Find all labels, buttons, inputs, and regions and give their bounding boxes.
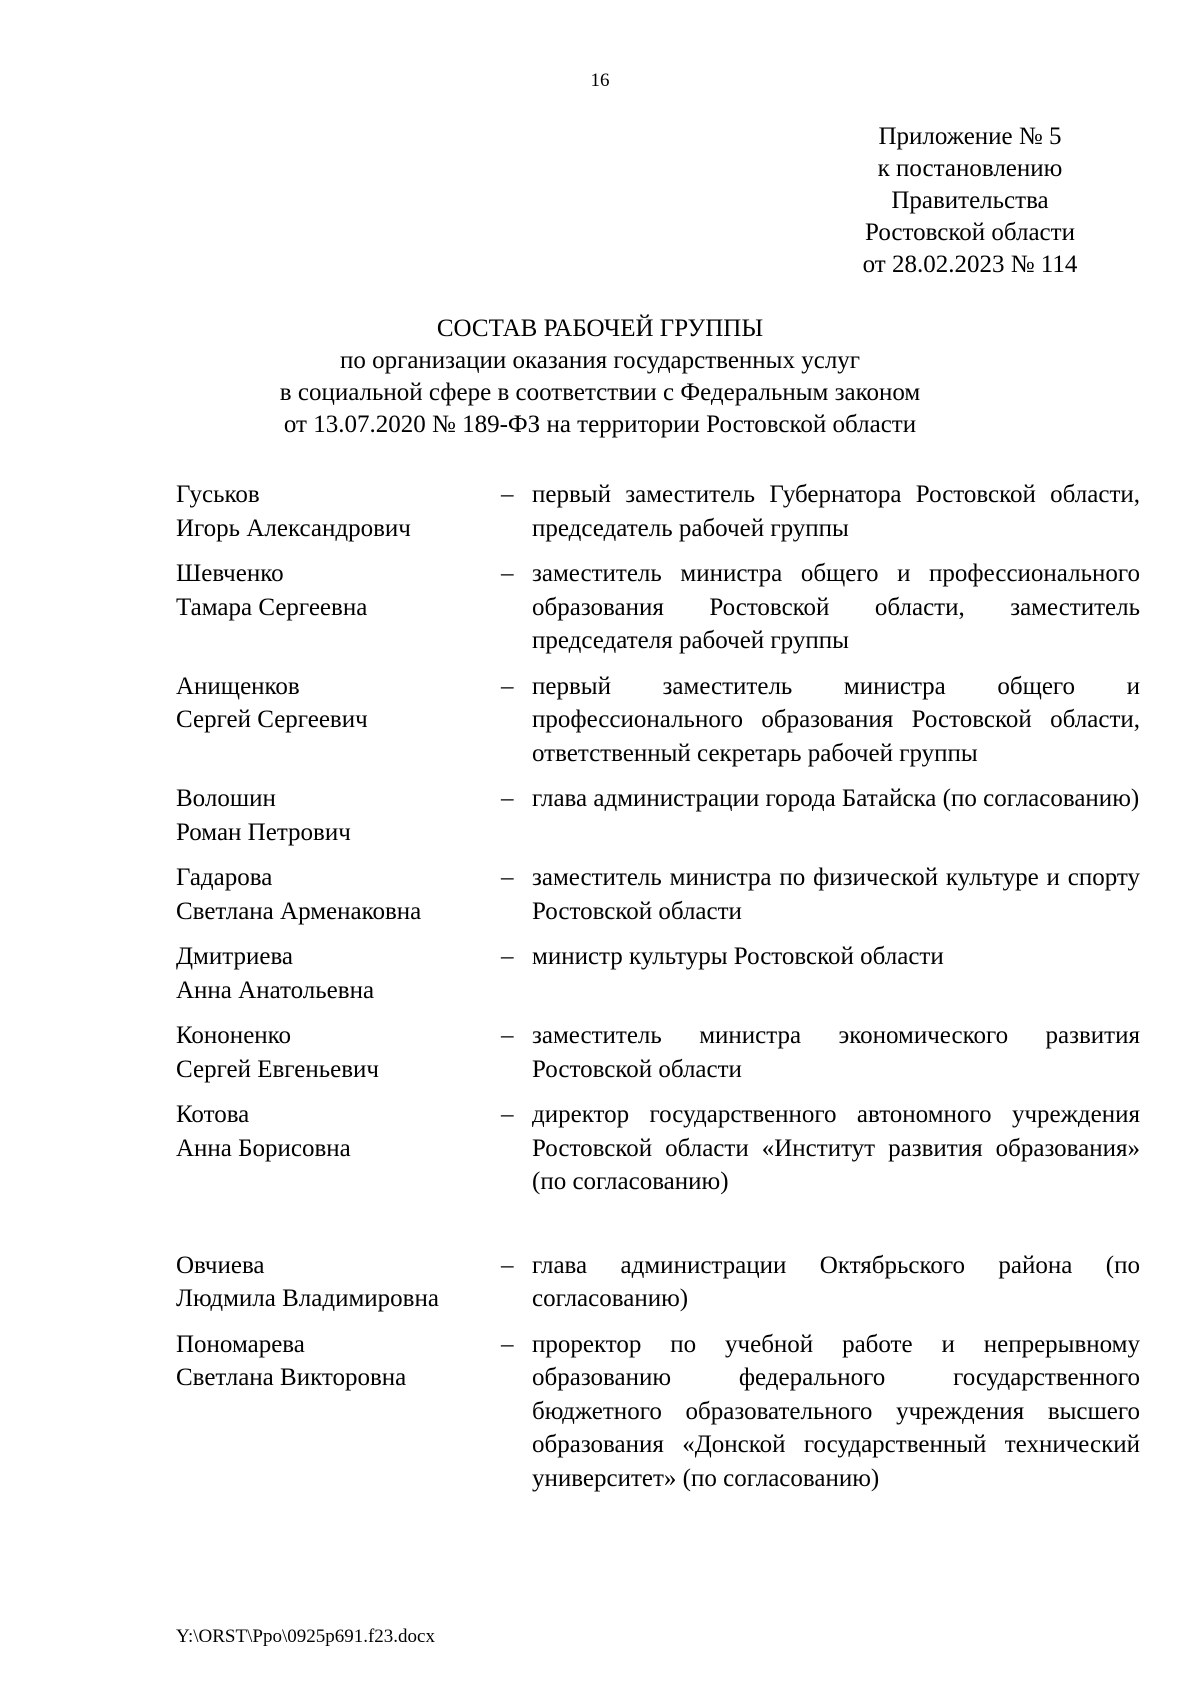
member-entry [176,1098,1140,1199]
document-title [0,313,1200,441]
title-subtitle-line: в социальной сфере в соответствии с Федеральным законом [279,379,921,406]
appendix-line: Приложение № 5 [878,123,1062,150]
member-dash: – [501,943,514,970]
member-given-names: Роман Петрович [176,818,351,846]
member-dash: – [501,785,514,812]
member-name [176,670,501,771]
member-surname: Дмитриева [176,943,294,970]
member-dash: – [501,864,514,891]
member-entry [176,861,1140,928]
member-name [176,940,501,1007]
member-surname: Овчиева [176,1251,265,1279]
member-entry [176,1328,1140,1496]
member-given-names: Сергей Сергеевич [176,706,368,733]
member-surname: Пономарева [176,1330,305,1358]
member-given-names: Анна Анатольевна [176,976,375,1004]
member-given-names: Игорь Александрович [176,514,411,542]
member-dash: – [501,1330,514,1358]
page-number: 16 [590,70,610,91]
appendix-line: к постановлению [877,155,1063,182]
member-dash: – [501,1101,514,1128]
member-entry [176,1249,1140,1316]
member-surname: Гуськов [176,481,260,508]
member-entry [176,557,1140,658]
member-entry [176,940,1140,1007]
member-dash: – [501,1022,514,1049]
member-position: министр культуры Ростовской области [532,943,944,970]
member-given-names: Сергей Евгеньевич [176,1055,379,1083]
appendix-line: от 28.02.2023 № 114 [862,251,1078,278]
member-entry [176,670,1140,771]
member-position: проректор по учебной работе и непрерывному образованию федерального государственного бюджетного образовательного учреждения высшего образования «Донской государственный технический университет» (по согласованию) [532,1330,1140,1492]
appendix-line: Ростовской области [865,219,1075,246]
member-name [176,557,501,658]
member-name [176,478,501,545]
member-name [176,1249,501,1316]
footer-file-path: Y:\ORST\Ppo\0925p691.f23.docx [176,1626,435,1647]
member-given-names: Тамара Сергеевна [176,593,368,621]
member-entry [176,782,1140,849]
member-surname: Гадарова [176,864,273,891]
member-name [176,1019,501,1086]
title-heading: СОСТАВ РАБОЧЕЙ ГРУППЫ [436,315,764,342]
member-entry [176,478,1140,545]
member-given-names: Людмила Владимировна [176,1285,439,1312]
member-surname: Шевченко [176,560,284,587]
member-position: глава администрации Октябрьского района (по согласованию) [532,1251,1140,1312]
member-position: заместитель министра по физической культуре и спорту Ростовской области [532,864,1140,925]
member-entry [176,1019,1140,1086]
member-dash: – [501,481,514,508]
member-surname: Волошин [176,785,276,812]
appendix-line: Правительства [891,187,1049,214]
member-surname: Котова [176,1101,250,1128]
member-surname: Анищенков [176,672,300,700]
member-position: заместитель министра экономического развития Ростовской области [532,1022,1140,1083]
appendix-header [820,121,1120,281]
member-position: первый заместитель министра общего и профессионального образования Ростовской области, ответственный секретарь рабочей группы [532,672,1140,767]
member-dash: – [501,1251,514,1279]
member-name [176,782,501,849]
members-list [176,478,1140,1507]
member-position: первый заместитель Губернатора Ростовской области, председатель рабочей группы [532,481,1140,542]
member-name [176,1098,501,1199]
title-subtitle-line: по организации оказания государственных услуг [339,347,861,374]
member-given-names: Светлана Арменаковна [176,897,422,925]
member-position: заместитель министра общего и профессионального образования Ростовской области, заместитель председателя рабочей группы [532,560,1140,654]
member-name [176,1328,501,1496]
title-subtitle-line: от 13.07.2020 № 189-ФЗ на территории Ростовской области [283,411,917,438]
member-name [176,861,501,928]
member-dash: – [501,560,514,587]
member-given-names: Анна Борисовна [176,1134,351,1162]
member-surname: Кононенко [176,1022,292,1049]
member-position: директор государственного автономного учреждения Ростовской области «Институт развития образования» (по согласованию) [532,1101,1140,1195]
member-dash: – [501,672,514,700]
member-given-names: Светлана Викторовна [176,1364,407,1391]
member-position: глава администрации города Батайска (по согласованию) [532,785,1140,812]
